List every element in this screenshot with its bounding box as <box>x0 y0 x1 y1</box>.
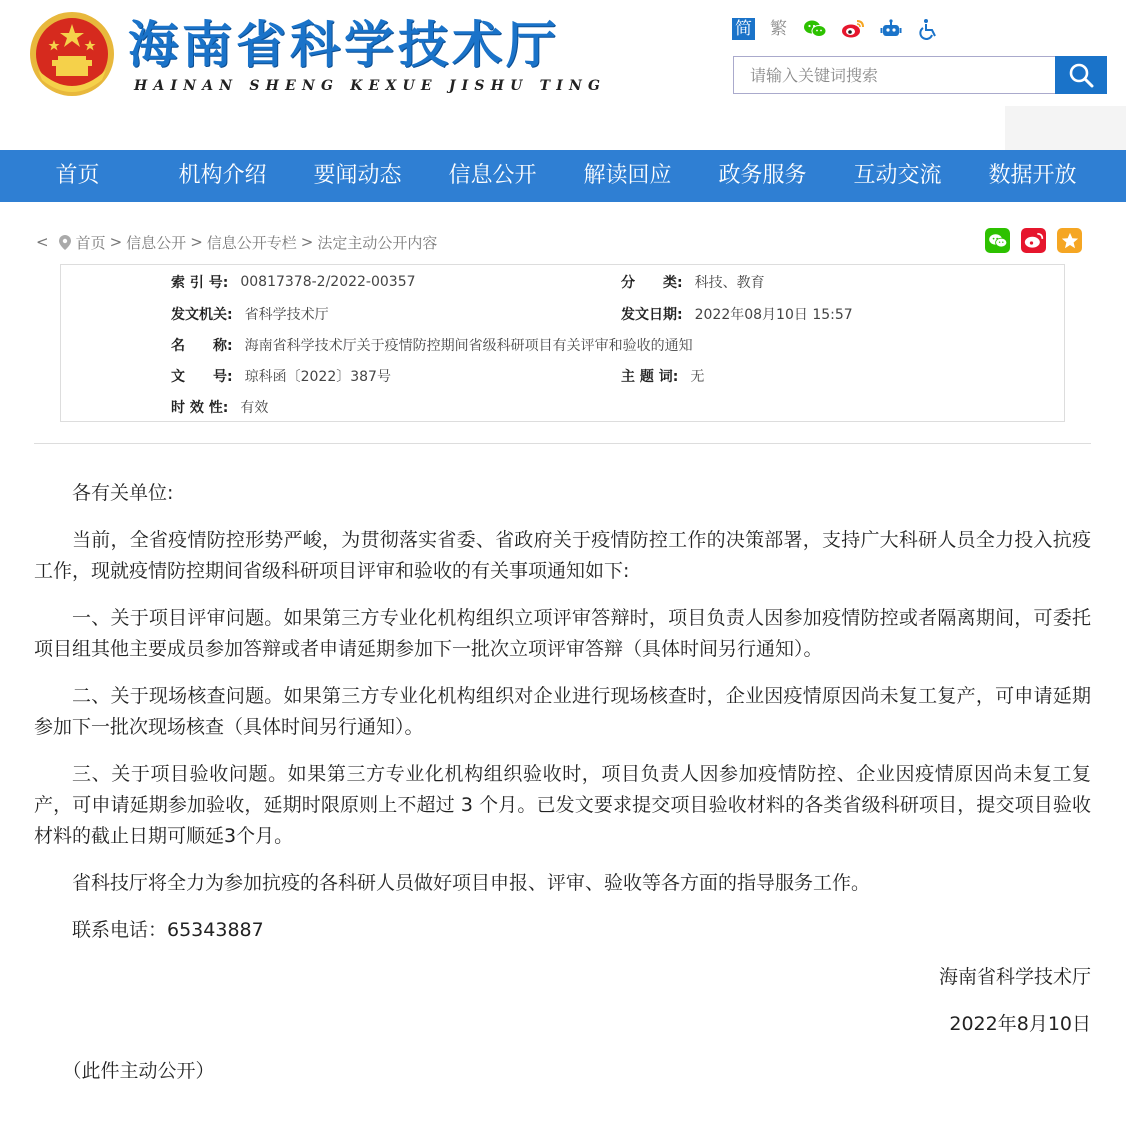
nav-info-disclosure[interactable]: 信息公开 <box>448 163 537 188</box>
site-pinyin: HAINAN SHENG KEXUE JISHU TING <box>134 78 607 94</box>
traditional-chinese-button[interactable]: 繁 <box>770 19 787 39</box>
meta-validity <box>171 396 268 418</box>
article-salutation: 各有关单位: <box>72 482 174 504</box>
meta-issuer-value: 省科学技术厅 <box>244 307 329 323</box>
article-paragraph: 一、关于项目评审问题。如果第三方专业化机构组织立项评审答辩时，项目负责人因参加疫情防控或者隔离期间，可委托项目组其他主要成员参加答辩或者申请延期参加下一批次立项评审答辩（具体时间另行通知）。 <box>34 607 1091 660</box>
nav-home[interactable]: 首页 <box>55 163 100 188</box>
nav-organization[interactable]: 机构介绍 <box>178 163 267 188</box>
header-toolbar <box>732 14 942 44</box>
nav-interaction[interactable]: 互动交流 <box>853 163 942 188</box>
search-box <box>733 56 1107 94</box>
meta-index-label: 索 引 号: <box>171 275 229 291</box>
site-title[interactable]: 海南省科学技术厅 <box>128 16 560 74</box>
nav-gov-services[interactable]: 政务服务 <box>718 163 807 188</box>
breadcrumb-info-column[interactable]: 信息公开专栏 <box>206 233 297 252</box>
simplified-chinese-button[interactable]: 简 <box>732 18 755 40</box>
meta-category-label: 分 类: <box>621 275 683 291</box>
meta-name <box>171 334 693 356</box>
meta-doc-no-value: 琼科函〔2022〕387号 <box>244 369 391 385</box>
meta-issuer <box>171 303 329 325</box>
breadcrumb-info-disclosure[interactable]: 信息公开 <box>126 233 187 252</box>
national-emblem-icon[interactable] <box>28 10 116 98</box>
robot-icon[interactable] <box>878 16 904 42</box>
main-nav <box>0 150 1126 202</box>
meta-keywords-value: 无 <box>690 369 705 385</box>
meta-validity-label: 时 效 性: <box>171 400 229 416</box>
article-paragraph: 当前，全省疫情防控形势严峻，为贯彻落实省委、省政府关于疫情防控工作的决策部署，支持广大科研人员全力投入抗疫工作，现就疫情防控期间省级科研项目评审和验收的有关事项通知如下: <box>34 529 1091 582</box>
article-note: （此件主动公开） <box>62 1060 215 1082</box>
meta-index <box>171 271 416 293</box>
meta-category-value: 科技、教育 <box>694 275 765 291</box>
article-body <box>34 478 1091 1103</box>
meta-keywords <box>621 365 704 387</box>
document-metadata <box>60 264 1065 422</box>
article-signature: 海南省科学技术厅 <box>938 966 1091 988</box>
meta-index-value: 00817378-2/2022-00357 <box>240 274 416 290</box>
meta-date <box>621 303 853 325</box>
meta-validity-value: 有效 <box>240 400 269 416</box>
nav-interpretation[interactable]: 解读回应 <box>583 163 672 188</box>
content-divider <box>34 443 1091 444</box>
breadcrumb-separator: > <box>109 233 123 251</box>
wechat-icon[interactable] <box>802 16 828 42</box>
meta-name-value: 海南省科学技术厅关于疫情防控期间省级科研项目有关评审和验收的通知 <box>244 338 693 354</box>
site-header <box>0 0 1126 150</box>
share-weibo-button[interactable] <box>1021 228 1046 253</box>
nav-news[interactable]: 要闻动态 <box>313 163 402 188</box>
article-contact: 联系电话：65343887 <box>72 919 264 941</box>
meta-date-value: 2022年08月10日 15:57 <box>694 307 853 323</box>
breadcrumb-current[interactable]: 法定主动公开内容 <box>317 233 438 252</box>
weibo-icon[interactable] <box>840 16 866 42</box>
breadcrumb <box>34 230 439 254</box>
meta-name-label: 名 称: <box>171 338 233 354</box>
article-paragraph: 三、关于项目验收问题。如果第三方专业化机构组织验收时，项目负责人因参加疫情防控、企业因疫情原因尚未复工复产，可申请延期参加验收，延期时限原则上不超过 3 个月。已发文要求提交项目验收材料的各类省级科研项目，提交项目验收材料的截止日期可顺延3个月。 <box>34 763 1091 847</box>
meta-issuer-label: 发文机关: <box>171 307 233 323</box>
breadcrumb-home[interactable]: 首页 <box>75 233 106 252</box>
favorite-button[interactable] <box>1057 228 1082 253</box>
share-wechat-button[interactable] <box>985 228 1010 253</box>
weibo-icon <box>1024 232 1044 249</box>
meta-doc-no <box>171 365 391 387</box>
location-pin-icon <box>59 235 71 250</box>
breadcrumb-separator: > <box>300 233 314 251</box>
accessibility-icon[interactable] <box>916 16 942 42</box>
article-paragraph: 二、关于现场核查问题。如果第三方专业化机构组织对企业进行现场核查时，企业因疫情原因尚未复工复产，可申请延期参加下一批次现场核查（具体时间另行通知）。 <box>34 685 1091 738</box>
meta-category <box>621 271 765 293</box>
breadcrumb-separator: > <box>190 233 203 251</box>
search-button[interactable] <box>1055 56 1107 94</box>
article-sign-date: 2022年8月10日 <box>949 1013 1091 1035</box>
header-decoration <box>1005 106 1126 150</box>
nav-open-data[interactable]: 数据开放 <box>988 163 1077 188</box>
meta-date-label: 发文日期: <box>621 307 683 323</box>
wechat-icon <box>988 233 1008 249</box>
meta-keywords-label: 主 题 词: <box>621 369 679 385</box>
search-icon <box>1068 62 1094 88</box>
article-paragraph: 省科技厅将全力为参加抗疫的各科研人员做好项目申报、评审、验收等各方面的指导服务工作。 <box>72 872 871 894</box>
meta-doc-no-label: 文 号: <box>171 369 233 385</box>
star-icon <box>1061 232 1079 250</box>
back-button[interactable]: < <box>36 233 49 251</box>
share-bar <box>985 228 1082 253</box>
search-input[interactable] <box>734 57 1054 93</box>
